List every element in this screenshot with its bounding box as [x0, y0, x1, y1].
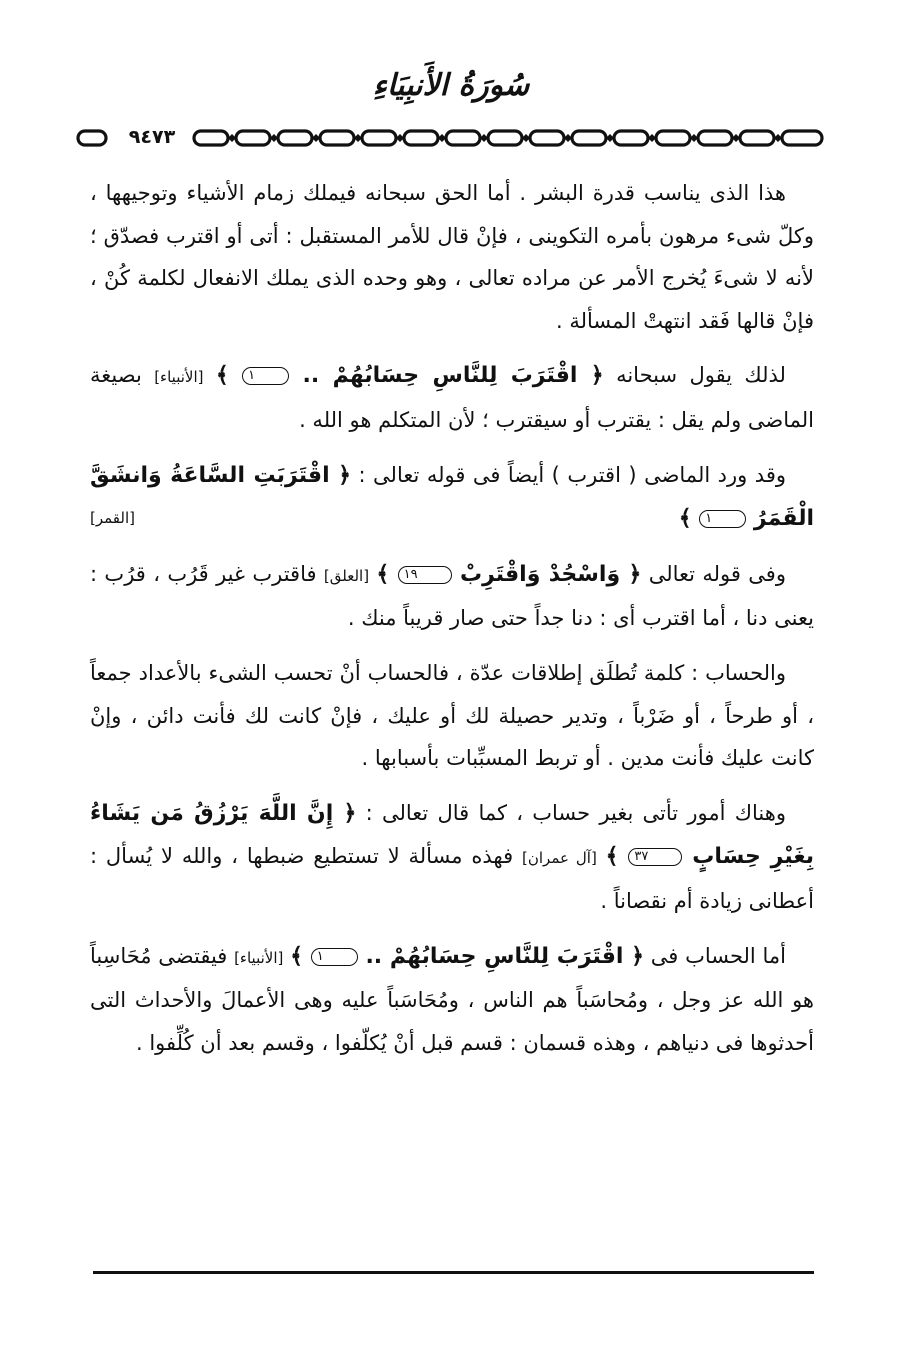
paragraph-text: فاقترب غير قَرُب ، قرُب : يعنى دنا ، أما اقترب أى : دنا جداً حتى صار قريباً منك . — [90, 561, 814, 631]
verse-number: ١٩ — [398, 566, 452, 584]
paragraph-text: وهناك أمور تأتى بغير حساب ، كما قال تعالى : — [365, 800, 786, 825]
verse-bracket: ﴾ — [605, 844, 619, 870]
surah-reference: [القمر] — [90, 509, 135, 528]
paragraph — [90, 354, 814, 441]
quran-verse — [376, 562, 641, 587]
verse-number: ١ — [699, 510, 746, 528]
paragraph — [90, 935, 814, 1065]
surah-reference: [الأنبياء] — [154, 368, 204, 387]
footer-rule — [93, 1271, 814, 1274]
paragraph-text: فيقتضى مُحَاسِباً هو الله عز وجل ، ومُحاسَباً هم الناس ، ومُحَاسَباً عليه وهى الأعمالَ والأحداث التى أحدثوها فى دنياهم ، وهذه قسمان : قسم قبل أنْ يُكلّفوا ، وقسم بعد أن كُلِّفوا . — [90, 943, 814, 1055]
quran-verse — [216, 363, 604, 388]
surah-reference: [العلق] — [323, 566, 370, 585]
paragraph-text: أما الحساب فى — [650, 943, 786, 968]
verse-text: ﴿ اقْتَرَبَ لِلنَّاسِ حِسَابُهُمْ .. — [365, 943, 645, 969]
paragraph-text: بصيغة الماضى ولم يقل : يقترب أو سيقترب ؛ لأن المتكلم هو الله . — [90, 363, 814, 432]
paragraph-text: وفى قوله تعالى — [648, 561, 786, 586]
verse-number: ٣٧ — [628, 848, 682, 866]
verse-bracket: ﴾ — [376, 561, 390, 587]
paragraph — [90, 553, 814, 640]
verse-text: ﴿ إِنَّ اللَّهَ يَرْزُقُ مَن يَشَاءُ بِغَيْرِ حِسَابٍ — [90, 800, 815, 870]
body-text — [90, 172, 814, 1064]
page-number: ٩٤٧٣ — [112, 124, 192, 150]
verse-text: ﴿ اقْتَرَبَتِ السَّاعَةُ وَانشَقَّ الْقَمَرُ — [90, 462, 814, 532]
quran-verse — [290, 944, 644, 969]
surah-reference: [آل عمران] — [522, 849, 597, 868]
paragraph-text: والحساب : كلمة تُطلَق إطلاقات عدّة ، فالحساب أنْ تحسب الشىء بالأعداد جمعاً ، أو طرحاً ، أو ضَرْباً ، وتدير حصيلة لك أو عليك ، فإنْ كانت لك فأنت دائن ، وإنْ كانت عليك فأنت مدين . أو تربط المسبِّبات بأسبابها . — [90, 660, 814, 771]
verse-text: ﴿ اقْتَرَبَ لِلنَّاسِ حِسَابُهُمْ .. — [302, 363, 604, 389]
verse-number: ١ — [242, 367, 289, 385]
verse-bracket: ﴾ — [678, 506, 692, 532]
verse-text: ﴿ وَاسْجُدْ وَاقْتَرِبْ — [459, 561, 642, 587]
verse-number: ١ — [311, 948, 358, 966]
paragraph — [90, 172, 814, 342]
paragraph-text: هذا الذى يناسب قدرة البشر . أما الحق سبحانه فيملك زمام الأشياء وتوجيهها ، وكلّ شىء مرهون بأمره التكوينى ، فإنْ قال للأمر المستقبل : أتى أو اقترب فصدّق ؛ لأنه لا شىءَ يُخرج الأمر عن مراده تعالى ، وهو وحده الذى يملك الانفعال لكلمة كُنْ ، فإنْ قالها فَقد انتهتْ المسألة . — [90, 181, 814, 333]
paragraph — [90, 792, 814, 923]
surah-reference: [الأنبياء] — [234, 948, 284, 967]
paragraph — [90, 652, 814, 780]
verse-bracket: ﴾ — [215, 363, 229, 389]
paragraph — [90, 454, 814, 541]
surah-title: سُورَةُ الأَنبِيَاءِ — [372, 68, 530, 103]
verse-bracket: ﴾ — [290, 943, 303, 969]
paragraph-text: وقد ورد الماضى ( اقترب ) أيضاً فى قوله تعالى : — [358, 462, 786, 487]
paragraph-text: لذلك يقول سبحانه — [616, 363, 786, 388]
paragraph-text: فهذه مسألة لا تستطيع ضبطها ، والله لا يُسأل : أعطانى زيادة أم نقصاناً . — [90, 844, 814, 913]
